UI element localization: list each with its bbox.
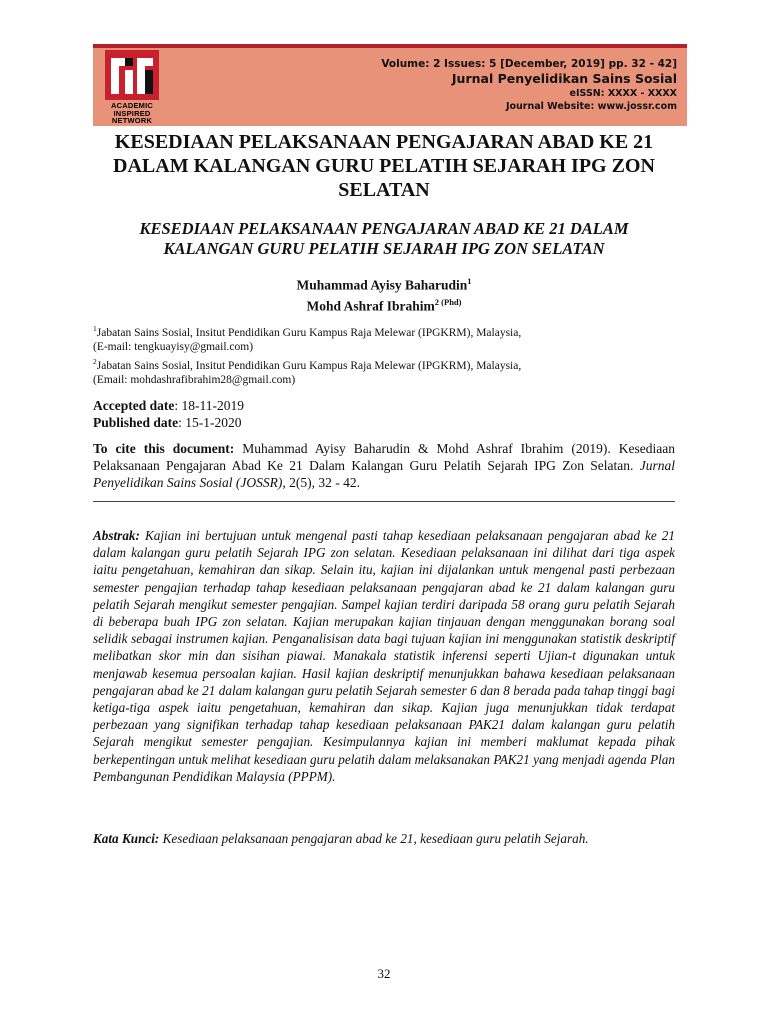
eissn: eISSN: XXXX - XXXX (569, 88, 677, 99)
volume-issue: Volume: 2 Issues: 5 [December, 2019] pp. 32 - 42] (381, 58, 677, 70)
journal-info (381, 57, 677, 113)
author-2: Mohd Ashraf Ibrahim$^{2 (Phd)}$ (306, 296, 462, 313)
article-dates (93, 397, 244, 431)
page-number: 32 (377, 966, 391, 981)
keywords: Kata Kunci: Kesediaan pelaksanaan pengajaran abad ke 21, kesediaan guru pelatih Sejarah. (93, 831, 589, 846)
title-line: KESEDIAAN PELAKSANAAN PENGAJARAN ABAD KE 21 (114, 131, 654, 153)
affiliation-2: $^2$Jabatan Sains Sosial, Insitut Pendidikan Guru Kampus Raja Melewar (IPGKRM), Malaysia, (93, 356, 522, 372)
affiliation-2-email: (Email: mohdashrafibrahim28@gmail.com) (93, 374, 296, 387)
logo-line-2: INSPIRED (113, 108, 151, 118)
academic-inspired-network-logo (101, 48, 163, 126)
logo-wordmark (101, 102, 163, 125)
logo-line-3: NETWORK (111, 116, 153, 125)
section-divider (93, 501, 675, 502)
affiliation-1-email: (E-mail: tengkuayisy@gmail.com) (93, 341, 254, 354)
paper-title (93, 130, 675, 202)
affiliations (93, 322, 683, 388)
title-line: SELATAN (338, 179, 430, 201)
logo-line-1: ACADEMIC (110, 101, 153, 110)
subtitle-line: KALANGAN GURU PELATIH SEJARAH IPG ZON SELATAN (163, 239, 605, 258)
author-list (93, 273, 675, 314)
journal-name: Jurnal Penyelidikan Sains Sosial (451, 71, 677, 86)
paper-subtitle (93, 219, 675, 259)
published-date: Published date: 15-1-2020 (93, 415, 242, 430)
accepted-date: Accepted date: 18-11-2019 (93, 398, 244, 413)
abstract: Abstrak: Kajian ini bertujuan untuk mengenal pasti tahap kesediaan pelaksanaan pengajaran abad ke 21 dalam kalangan guru pelatih Sejarah IPG zon selatan. Kesediaan pelaksanaan ini dilihat dari tiga aspek iaitu pengetahuan, kemahiran dan sikap. Selain itu, kajian ini dijalankan untuk mengenal pasti perbezaan semester pengajian terhadap tahap kesediaan pelaksanaan pengajaran abad ke 21 dalam kalangan guru pelatih Sejarah mengikut semester pengajian. Sampel kajian terdiri daripada 58 orang guru pelatih Sejarah di beberapa buah IPG zon selatan. Kajian merupakan kajian tinjauan dengan menggunakan borang soal selidik sebagai instrumen kajian. Penganalisisan data bagi tujuan kajian ini menggunakan statistik deskriptif melibatkan skor min dan sisihan piawai. Manakala statistik inferensi seperti Ujian-t digunakan untuk menjawab kesemua persoalan kajian. Hasil kajian deskriptif menunjukkan bahawa kesediaan pelaksanaan pengajaran abad ke 21 dalam kalangan guru pelatih Sejarah semester 6 dan 8 berada pada tahap tinggi bagi ketiga-tiga aspek iaitu pengetahuan, kemahiran dan sikap. Kajian juga menunjukkan tidak terdapat perbezaan yang signifikan terhadap tahap kesediaan pelaksanaan PAK21 dalam kalangan guru pelatih Sejarah mengikut semester pengajian. Kesimpulannya kajian ini memberi maklumat kepada pihak berkepentingan untuk melihat kesediaan guru pelatih dalam melaksanakan PAK21 yang menjadi agenda Plan Pembangunan Pendidikan Malaysia (PPPM). (93, 528, 675, 784)
affiliation-1: $^1$Jabatan Sains Sosial, Insitut Pendidikan Guru Kampus Raja Melewar (IPGKRM), Malaysia, (93, 324, 522, 339)
author-1: Muhammad Ayisy Baharudin$^1$ (296, 276, 472, 293)
ain-logo-icon (105, 50, 159, 100)
journal-website: Journal Website: www.jossr.com (505, 101, 677, 112)
citation: To cite this document: Muhammad Ayisy Baharudin & Mohd Ashraf Ibrahim (2019). Kesediaan Pelaksanaan Pengajaran Abad Ke 21 Dalam Kalangan Guru Pelatih Sejarah IPG Zon Selatan. Jurnal Penyelidikan Sains Sosial (JOSSR), 2(5), 32 - 42. (93, 441, 675, 490)
header-accent-line (93, 44, 687, 48)
subtitle-line: KESEDIAAN PELAKSANAAN PENGAJARAN ABAD KE 21 DALAM (139, 219, 629, 238)
title-line: DALAM KALANGAN GURU PELATIH SEJARAH IPG ZON (113, 155, 655, 177)
